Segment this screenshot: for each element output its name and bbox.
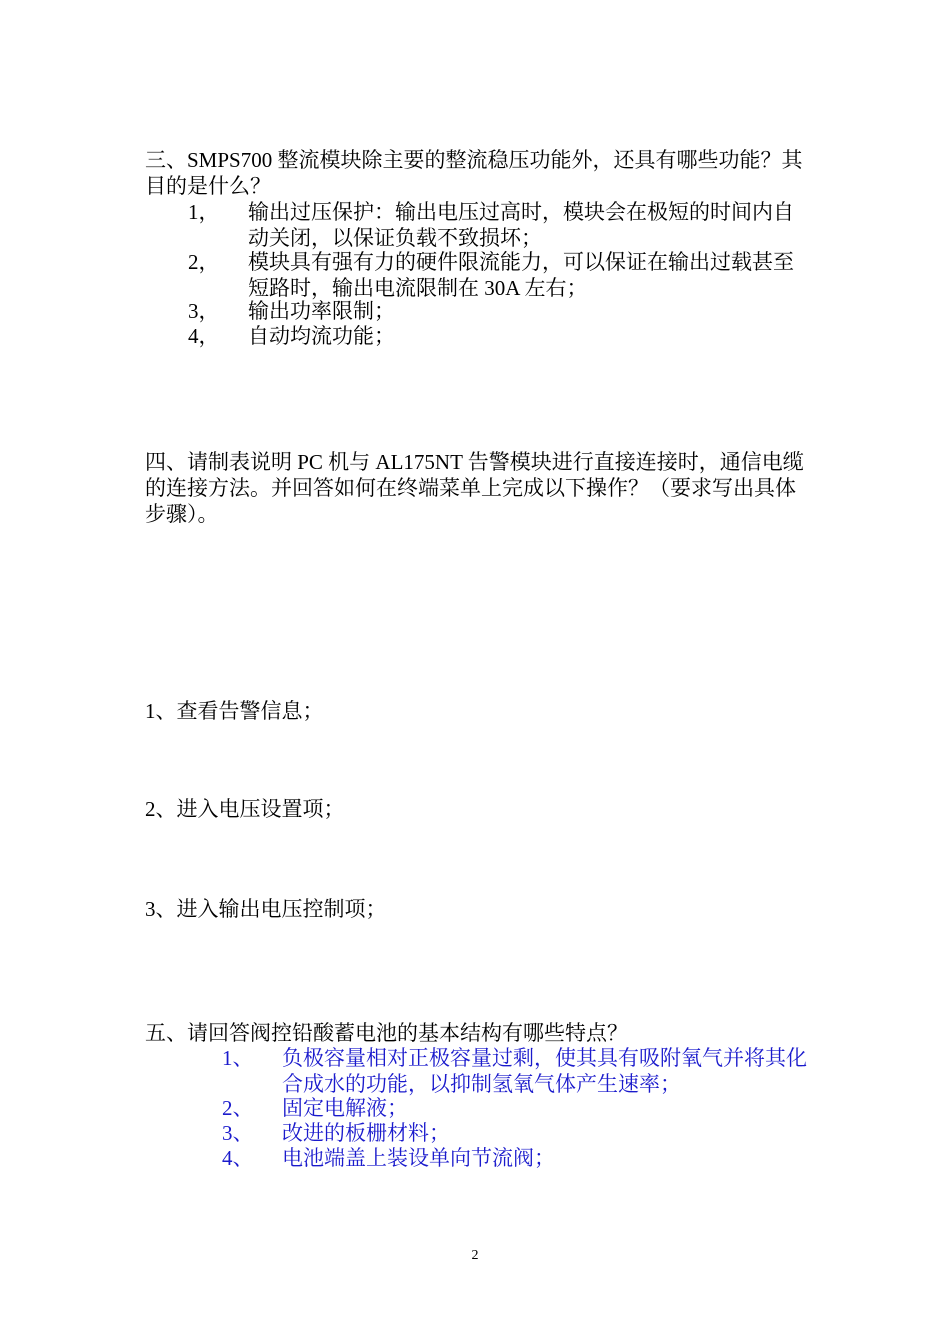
section-4-question: 四、请制表说明 PC 机与 AL175NT 告警模块进行直接连接时，通信电缆的连接方法。并回答如何在终端菜单上完成以下操作？（要求写出具体步骤）。 (145, 450, 804, 526)
list-number: 2、 (222, 1096, 254, 1120)
list-text: 固定电解液； (282, 1096, 408, 1120)
list-number: 4， (188, 324, 220, 348)
list-number: 1、 (222, 1046, 254, 1070)
list-number: 3， (188, 299, 220, 323)
section-4-task-3: 3、进入输出电压控制项； (145, 897, 387, 921)
list-text: 输出过压保护：输出电压过高时，模块会在极短的时间内自动关闭，以保证负载不致损坏； (248, 200, 794, 250)
list-text: 输出功率限制； (248, 299, 395, 323)
list-number: 2， (188, 250, 220, 274)
list-text: 负极容量相对正极容量过剩，使其具有吸附氧气并将其化合成水的功能，以抑制氢氧气体产生速率； (282, 1046, 807, 1096)
section-5-question: 五、请回答阀控铅酸蓄电池的基本结构有哪些特点？ (145, 1021, 628, 1045)
list-number: 1， (188, 200, 220, 224)
list-text: 自动均流功能； (248, 324, 395, 348)
list-text: 模块具有强有力的硬件限流能力，可以保证在输出过载甚至短路时，输出电流限制在 30A 左右； (248, 250, 794, 300)
list-text: 电池端盖上装设单向节流阀； (282, 1146, 555, 1170)
section-4-task-1: 1、查看告警信息； (145, 699, 324, 723)
list-number: 3、 (222, 1121, 254, 1145)
section-4-task-2: 2、进入电压设置项； (145, 797, 345, 821)
section-3-question: 三、SMPS700 整流模块除主要的整流稳压功能外，还具有哪些功能？其目的是什么？ (145, 148, 803, 198)
page-number: 2 (471, 1248, 479, 1263)
list-text: 改进的板栅材料； (282, 1121, 450, 1145)
list-number: 4、 (222, 1146, 254, 1170)
